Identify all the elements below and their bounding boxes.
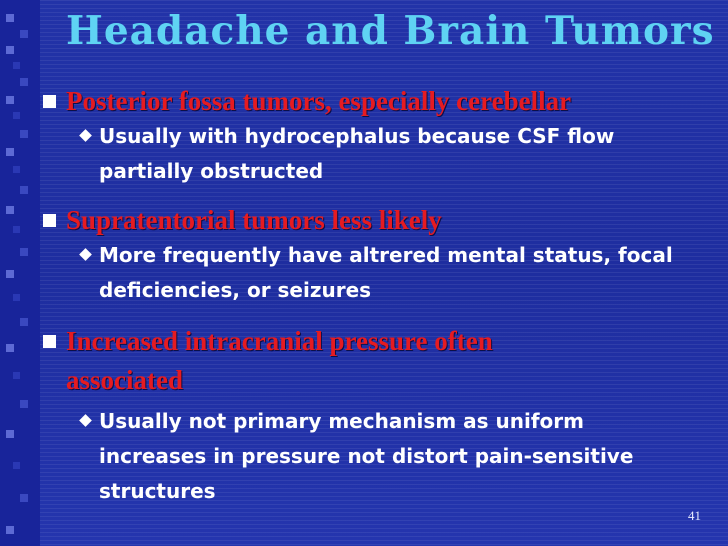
decor-square [13, 112, 20, 119]
decor-square [20, 248, 28, 256]
square-bullet-icon [43, 214, 56, 227]
decor-square [13, 166, 20, 173]
decor-square [20, 318, 28, 326]
sub-bullet-line: Usually not primary mechanism as uniform [99, 409, 584, 433]
decor-square [6, 96, 14, 104]
decor-square [6, 526, 14, 534]
decor-square [13, 226, 20, 233]
decor-square [13, 294, 20, 301]
bullet-text: Increased intracranial pressure often [66, 326, 493, 356]
decor-square [6, 46, 14, 54]
diamond-bullet-icon [79, 129, 92, 142]
decor-square [20, 78, 28, 86]
sub-bullet-line: deficiencies, or seizures [99, 278, 372, 302]
sub-bullet-line: structures [99, 479, 216, 503]
sub-bullet-line: increases in pressure not distort pain-sensitive [99, 444, 634, 468]
sub-bullet-line: Usually with hydrocephalus because CSF flow [99, 124, 615, 148]
bullet-text: Supratentorial tumors less likely [66, 205, 442, 235]
sub-bullet-line: partially obstructed [99, 159, 324, 183]
decor-square [6, 270, 14, 278]
decor-square [6, 206, 14, 214]
page-number: 41 [688, 508, 701, 523]
decor-square [6, 148, 14, 156]
diamond-bullet-icon [79, 248, 92, 261]
decor-square [20, 130, 28, 138]
decor-square [20, 494, 28, 502]
bullet-text: Posterior fossa tumors, especially cerebellar [66, 86, 572, 116]
decor-square [13, 62, 20, 69]
decor-square [20, 400, 28, 408]
bullet-text: associated [66, 365, 183, 395]
square-bullet-icon [43, 335, 56, 348]
decor-square [6, 430, 14, 438]
decor-square [20, 186, 28, 194]
slide-title: Headache and Brain Tumors [66, 8, 715, 54]
decor-square [6, 14, 14, 22]
sub-bullet-line: More frequently have altrered mental status, focal [99, 243, 673, 267]
decor-square [13, 372, 20, 379]
decor-square [20, 30, 28, 38]
left-decorative-bar [0, 0, 40, 546]
decor-square [13, 462, 20, 469]
decor-square [6, 344, 14, 352]
square-bullet-icon [43, 95, 56, 108]
diamond-bullet-icon [79, 414, 92, 427]
